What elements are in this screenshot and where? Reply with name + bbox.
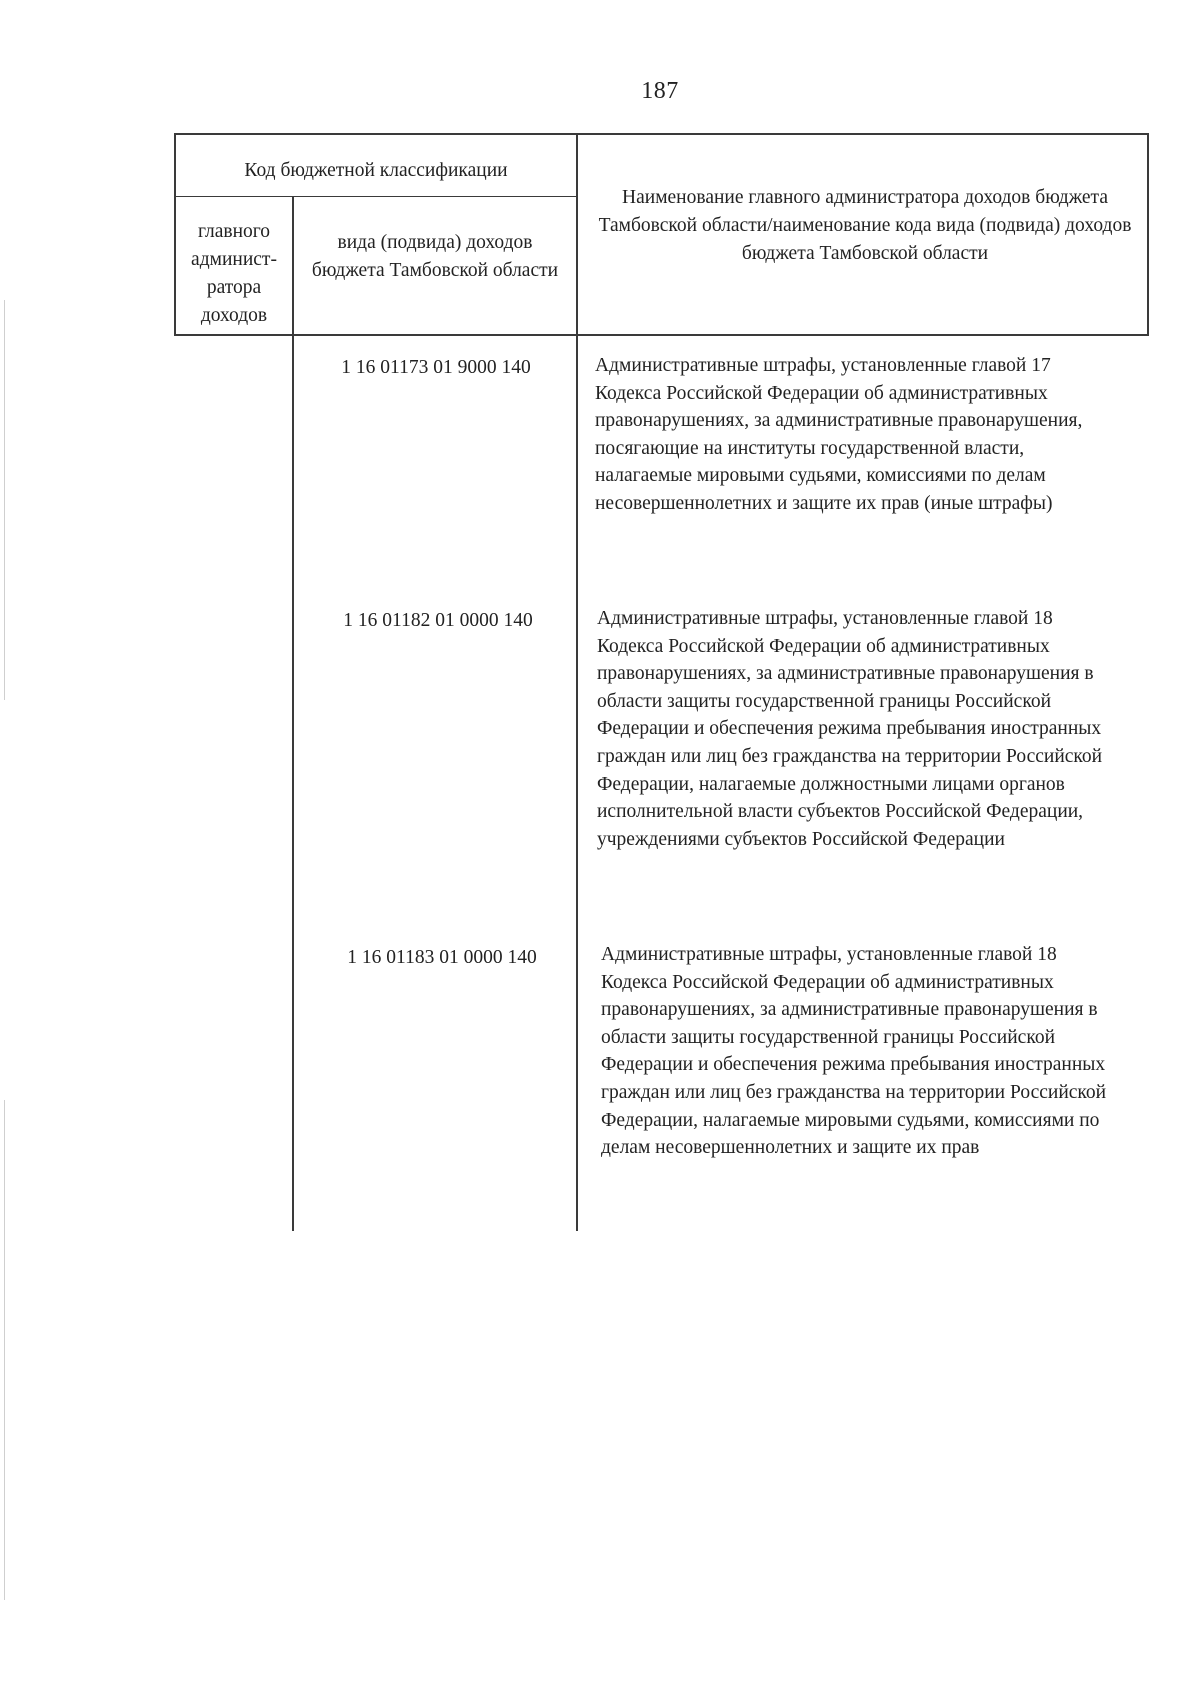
header-bottom-border	[174, 334, 1148, 336]
scan-edge-mark	[4, 300, 5, 700]
col1-divider	[292, 196, 294, 1231]
header-group-label: Код бюджетной классификации	[244, 160, 508, 181]
header-right-border	[1147, 133, 1149, 336]
page-number: 187	[641, 78, 679, 104]
group-divider	[174, 196, 577, 197]
income-description: Административные штрафы, установленные главой 18 Кодекса Российской Федерации об административных правонарушениях, за административные правонарушения в области защиты государственной границы Российской Федерации и обеспечения режима пребывания иностранных граждан или лиц без гражданства на территории Российской Федерации, налагаемые мировыми судьями, комиссиями по делам несовершеннолетних и защите их прав	[601, 944, 1107, 1159]
col2-divider	[576, 133, 578, 1231]
income-description: Административные штрафы, установленные главой 18 Кодекса Российской Федерации об административных правонарушениях, за административные правонарушения в области защиты государственной границы Российской Федерации и обеспечения режима пребывания иностранных граждан или лиц без гражданства на территории Российской Федерации, налагаемые должностными лицами органов исполнительной власти субъектов Российской Федерации, учреждениями субъектов Российской Федерации	[597, 608, 1103, 850]
income-description: Административные штрафы, установленные главой 17 Кодекса Российской Федерации об административных правонарушениях, за административные правонарушения, посягающие на институты государственной власти, налагаемые мировыми судьями, комиссиями по делам несовершеннолетних и защите их прав (иные штрафы)	[595, 355, 1083, 514]
header-name: Наименование главного администратора доходов бюджета Тамбовской области/наименование кода вида (подвида) доходов бюджета Тамбовской области	[598, 187, 1132, 264]
scan-edge-mark	[4, 1100, 5, 1600]
income-code: 1 16 01173 01 9000 140	[341, 357, 531, 378]
header-admin-code: главного админист-ратора доходов	[191, 221, 277, 326]
header-income-code: вида (подвида) доходов бюджета Тамбовской области	[311, 232, 559, 281]
header-top-border	[174, 133, 1148, 135]
income-code: 1 16 01183 01 0000 140	[347, 947, 537, 968]
income-code: 1 16 01182 01 0000 140	[343, 610, 533, 631]
